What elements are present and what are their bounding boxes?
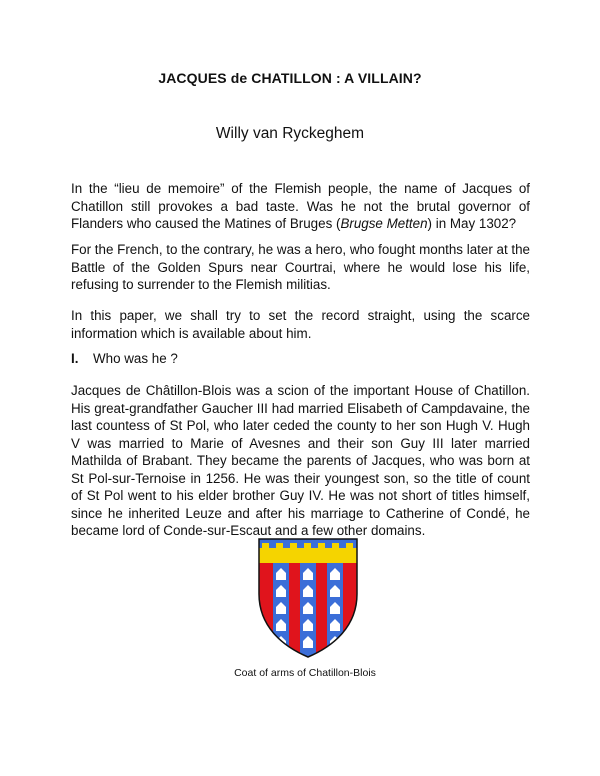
paper-title: JACQUES de CHATILLON : A VILLAIN? <box>158 70 422 86</box>
paragraph-biography <box>71 382 530 540</box>
paragraph-intro-text: In the “lieu de memoire” of the Flemish people, the name of Jacques of Chatillon still provokes a bad taste. Was he not the brutal governor of Flanders who caused the Matines of Bruges ( <box>71 181 530 231</box>
section-title: Who was he ? <box>93 351 178 366</box>
chief-tooth <box>262 543 269 549</box>
figure-caption: Coat of arms of Chatillon-Blois <box>234 667 376 679</box>
coat-of-arms-image <box>258 538 358 658</box>
chief-tooth <box>276 543 283 549</box>
chief-tooth <box>318 543 325 549</box>
chief-tooth <box>346 543 353 549</box>
chief-tooth <box>290 543 297 549</box>
section-number: I. <box>71 351 79 366</box>
vair-pale-2 <box>300 563 316 658</box>
vair-pale-3 <box>327 563 343 658</box>
chief-label-yellow <box>258 548 358 563</box>
vair-pale-1 <box>273 563 289 658</box>
paragraph-french-view-text: For the French, to the contrary, he was a hero, who fought months later at the Battle of the Golden Spurs near Courtrai, where he would lose his life, refusing to surrender to the Flemish militias. <box>71 242 530 292</box>
paragraph-biography-text: Jacques de Châtillon-Blois was a scion of the important House of Chatillon. His great-grandfather Gaucher III had married Elisabeth of Campdavaine, the last countess of St Pol, who later ceded the county to her son Hugh V. Hugh V was married to Marie of Avesnes and their son Guy III later married Mathilda of Brabant. They became the parents of Jacques, who was born at St Pol-sur-Ternoise in 1256. He was their youngest son, so the title of count of St Pol went to his elder brother Guy IV. He was not short of titles himself, since he inherited Leuze and after his marriage to Catherine of Condé, he became lord of Conde-sur-Escaut and a few other domains. <box>71 383 530 538</box>
italic-term: Brugse Metten <box>340 216 428 231</box>
vair-pales <box>273 563 343 658</box>
author-name: Willy van Ryckeghem <box>215 125 365 142</box>
chief-tooth <box>332 543 339 549</box>
paragraph-intro <box>71 180 530 233</box>
paragraph-french-view <box>71 241 530 294</box>
section-heading <box>71 350 530 368</box>
paragraph-purpose-text: In this paper, we shall try to set the record straight, using the scarce information which is available about him. <box>71 308 530 341</box>
paragraph-purpose <box>71 307 530 342</box>
paragraph-intro-end: ) in May 1302? <box>427 216 517 231</box>
chief-tooth <box>304 543 311 549</box>
